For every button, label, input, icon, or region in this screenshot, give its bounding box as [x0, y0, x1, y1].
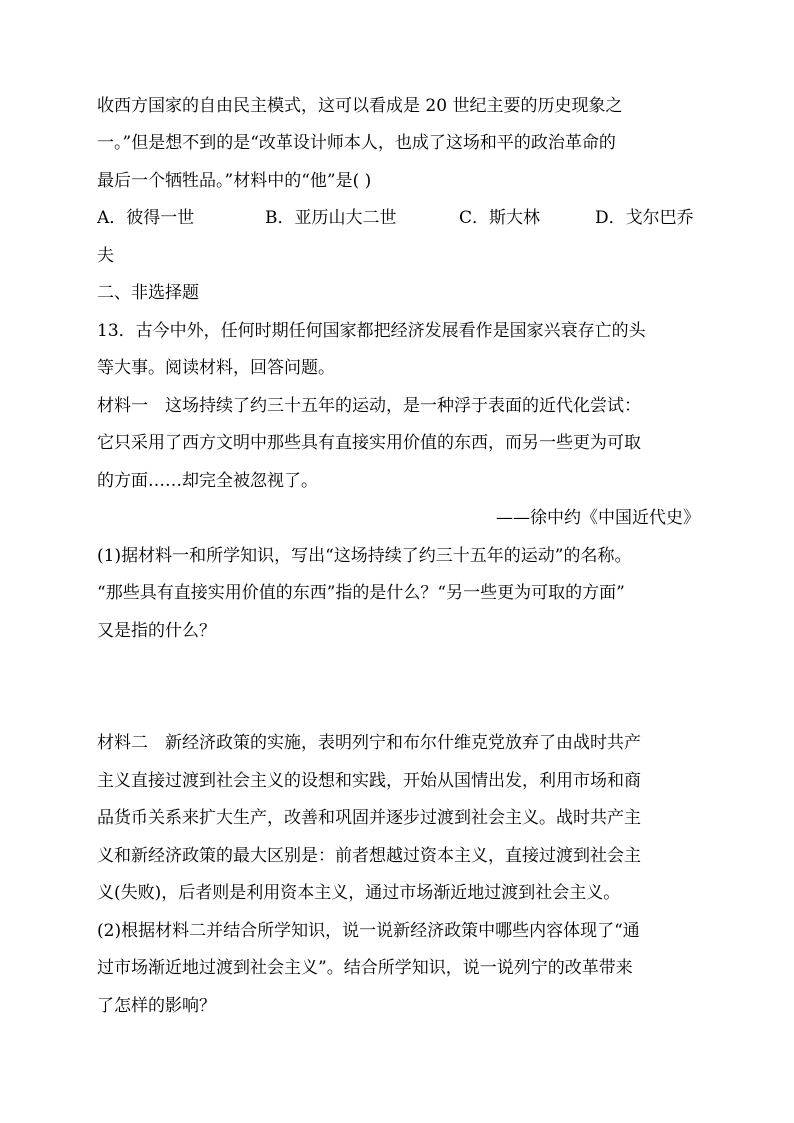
sub-question-1-line-3: 又是指的什么？	[97, 621, 216, 641]
option-c: C．斯大林	[459, 208, 541, 228]
material1-line-2: 它只采用了西方文明中那些具有直接实用价值的东西，而另一些更为可取	[97, 433, 641, 453]
sub-question-2-line-3: 了怎样的影响？	[97, 996, 216, 1016]
material2-line-1: 材料二 新经济政策的实施，表明列宁和布尔什维克党放弃了由战时共产	[97, 733, 641, 753]
material2-line-4: 义和新经济政策的最大区别是：前者想越过资本主义，直接过渡到社会主	[97, 846, 641, 866]
material1-line-1: 材料一 这场持续了约三十五年的运动，是一种浮于表面的近代化尝试：	[97, 396, 641, 416]
material2-line-3: 品货币关系来扩大生产，改善和巩固并逐步过渡到社会主义。战时共产主	[97, 808, 641, 828]
q13-line-2: 等大事。阅读材料，回答问题。	[97, 358, 335, 378]
material1-source: ——徐中约《中国近代史》	[496, 508, 700, 528]
section-heading: 二、非选择题	[97, 283, 199, 303]
sub-question-2-line-2: 过市场渐近地过渡到社会主义”。结合所学知识，说一说列宁的改革带来	[97, 958, 633, 978]
option-a: A．彼得一世	[97, 208, 195, 228]
sub-question-2-line-1: (2)根据材料二并结合所学知识，说一说新经济政策中哪些内容体现了“通	[97, 921, 640, 941]
q12-text-line-3: 最后一个牺牲品。”材料中的“他”是( )	[97, 171, 372, 191]
sub-question-1-line-2: “那些具有直接实用价值的东西”指的是什么？“另一些更为可取的方面”	[97, 583, 625, 603]
material2-line-5: 义(失败)，后者则是利用资本主义，通过市场渐近地过渡到社会主义。	[97, 883, 621, 903]
q12-text-line-2: 一。”但是想不到的是“改革设计师本人，也成了这场和平的政治革命的	[97, 133, 616, 153]
option-d-wrap: 夫	[97, 246, 114, 266]
q13-line-1: 13．古今中外，任何时期任何国家都把经济发展看作是国家兴衰存亡的头	[97, 321, 646, 341]
option-b: B．亚历山大二世	[265, 208, 397, 228]
material2-line-2: 主义直接过渡到社会主义的设想和实践，开始从国情出发，利用市场和商	[97, 771, 641, 791]
option-d: D．戈尔巴乔	[595, 208, 694, 228]
material1-line-3: 的方面……却完全被忽视了。	[97, 471, 318, 491]
q12-text-line-1: 收西方国家的自由民主模式，这可以看成是 20 世纪主要的历史现象之	[97, 96, 623, 116]
sub-question-1-line-1: (1)据材料一和所学知识，写出“这场持续了约三十五年的运动”的名称。	[97, 546, 632, 566]
